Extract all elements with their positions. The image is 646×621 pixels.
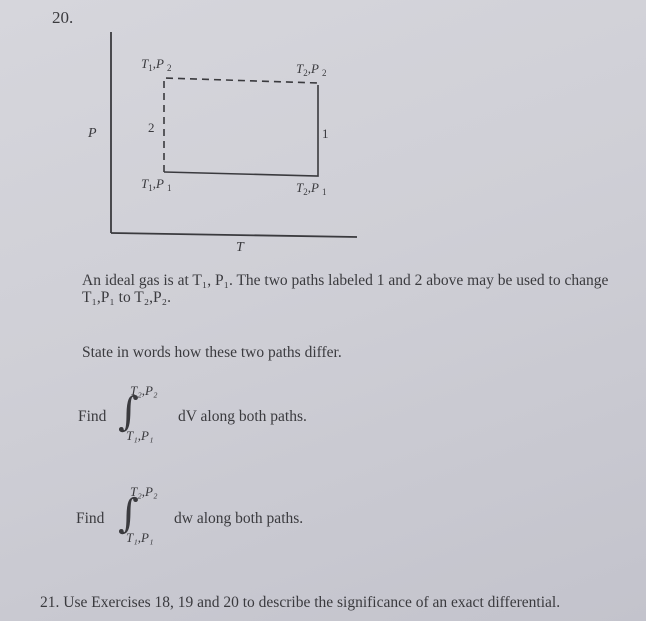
question-21: 21. Use Exercises 18, 19 and 20 to describe the significance of an exact differential. <box>40 594 561 611</box>
integral-sign-2: ∫ <box>118 491 139 537</box>
problem-paragraph: An ideal gas is at T₁, P₁. The two paths labeled 1 and 2 above may be used to change T₁,P₁ to T₂,P₂. <box>82 272 609 306</box>
question-number: 20. <box>52 8 74 27</box>
label-t1-p2: $T_1,P$ $_2$ <box>141 56 172 73</box>
x-axis <box>111 233 357 237</box>
lower-limit-1: T₁,P₁ <box>126 428 154 443</box>
y-axis-label: P <box>88 126 97 141</box>
integral-sign-1: ∫ <box>118 389 139 435</box>
label-t2-p2: $T_2,P$ $_2$ <box>296 61 327 78</box>
path-2-dashed <box>164 78 318 172</box>
path-1-solid <box>164 85 318 176</box>
label-t2-p1: $T_2,P$ $_1$ <box>296 180 327 197</box>
label-t1-p1: $T_1,P$ $_1$ <box>141 176 172 193</box>
integrand-text-1: dV along both paths. <box>178 408 307 425</box>
find-label-1: Find <box>78 408 107 425</box>
path-label-1: 1 <box>322 126 329 141</box>
pt-diagram <box>0 0 646 260</box>
find-label-2: Find <box>76 510 105 527</box>
upper-limit-1: T₂,P₂ <box>130 383 158 398</box>
lower-limit-2: T₁,P₁ <box>126 530 154 545</box>
question-prompt: State in words how these two paths differ. <box>82 344 342 361</box>
upper-limit-2: T₂,P₂ <box>130 484 158 499</box>
path-label-2: 2 <box>148 120 155 135</box>
integrand-text-2: dw along both paths. <box>174 510 304 527</box>
x-axis-label: T <box>236 240 244 255</box>
